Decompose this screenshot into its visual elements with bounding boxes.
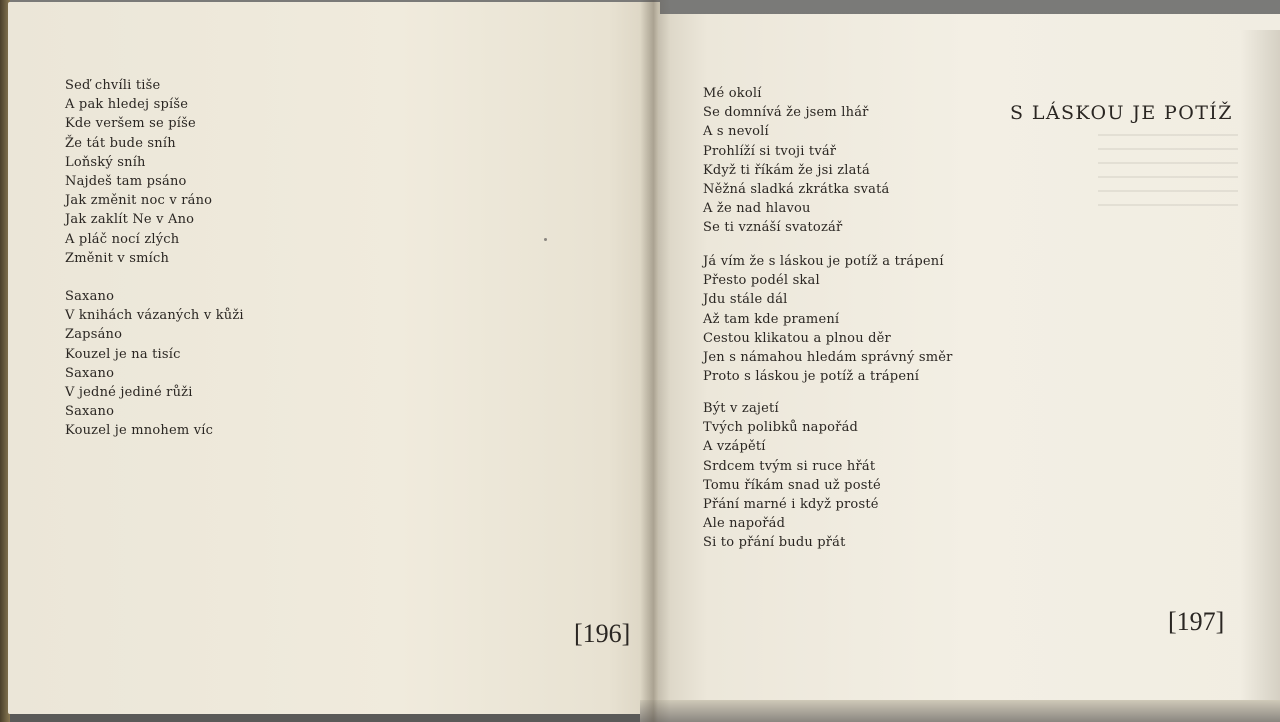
verse-line: Něžná sladká zkrátka svatá <box>703 182 890 198</box>
verse-line: Proto s láskou je potíž a trápení <box>703 369 920 385</box>
verse-line: V knihách vázaných v kůži <box>65 308 244 324</box>
verse-line: A pláč nocí zlých <box>65 231 180 247</box>
verse-line: Přání marné i když prosté <box>703 497 879 513</box>
verse-line: Tvých polibků napořád <box>703 420 859 436</box>
verse-line: Cestou klikatou a plnou děr <box>703 330 891 346</box>
verse-line: Kouzel je na tisíc <box>65 346 181 362</box>
page-edge-stack <box>1240 30 1280 710</box>
verse-line: Saxano <box>65 289 115 304</box>
verse-line: Se domnívá že jsem lhář <box>703 105 869 121</box>
verse-line: Najdeš tam psáno <box>65 174 187 190</box>
verse-line: Změnit v smích <box>65 250 170 266</box>
paper-speck <box>544 238 547 241</box>
verse-line: Já vím že s láskou je potíž a trápení <box>703 254 944 269</box>
poem-title: S LÁSKOU JE POTÍŽ <box>1010 102 1233 124</box>
verse-line: Prohlíží si tvoji tvář <box>703 143 837 159</box>
verse-line: Saxano <box>65 404 115 420</box>
verse-line: Seď chvíli tiše <box>65 78 161 93</box>
right-stanza-2 <box>703 252 953 386</box>
left-page <box>8 2 660 714</box>
page-number-left: [196] <box>574 619 631 648</box>
verse-line: V jedné jediné růži <box>65 385 193 401</box>
verse-line: Mé okolí <box>703 86 762 101</box>
verse-line: Jak změnit noc v ráno <box>65 193 213 209</box>
verse-line: A s nevolí <box>703 124 769 140</box>
verse-line: A že nad hlavou <box>703 201 811 217</box>
page-number-right: [197] <box>1168 607 1225 636</box>
verse-line: A vzápětí <box>703 439 766 455</box>
right-page <box>658 14 1280 706</box>
verse-line: Až tam kde pramení <box>703 311 840 327</box>
left-stanza-1 <box>65 76 212 268</box>
verse-line: Loňský sníh <box>65 154 146 170</box>
verse-line: Že tát bude sníh <box>65 135 176 151</box>
verse-line: Si to přání budu přát <box>703 535 846 551</box>
verse-line: Se ti vznáší svatozář <box>703 220 843 236</box>
verse-line: Když ti říkám že jsi zlatá <box>703 162 870 178</box>
right-stanza-3 <box>703 399 881 553</box>
verse-line: Přesto podél skal <box>703 273 820 289</box>
right-stanza-1 <box>703 84 889 238</box>
verse-line: Srdcem tvým si ruce hřát <box>703 458 876 474</box>
verse-line: Ale napořád <box>703 516 786 532</box>
verse-line: Jak zaklít Ne v Ano <box>65 212 195 228</box>
verse-line: Jen s námahou hledám správný směr <box>703 350 953 366</box>
verse-line: Být v zajetí <box>703 401 779 416</box>
verse-line: Kouzel je mnohem víc <box>65 423 214 439</box>
show-through-text <box>1098 134 1238 244</box>
verse-line: Zapsáno <box>65 327 123 343</box>
verse-line: A pak hledej spíše <box>65 97 189 113</box>
verse-line: Kde veršem se píše <box>65 116 196 132</box>
left-stanza-2 <box>65 287 244 441</box>
book-bottom-edge <box>640 700 1280 722</box>
verse-line: Jdu stále dál <box>703 292 788 308</box>
verse-line: Saxano <box>65 365 115 381</box>
verse-line: Tomu říkám snad už posté <box>703 477 881 493</box>
